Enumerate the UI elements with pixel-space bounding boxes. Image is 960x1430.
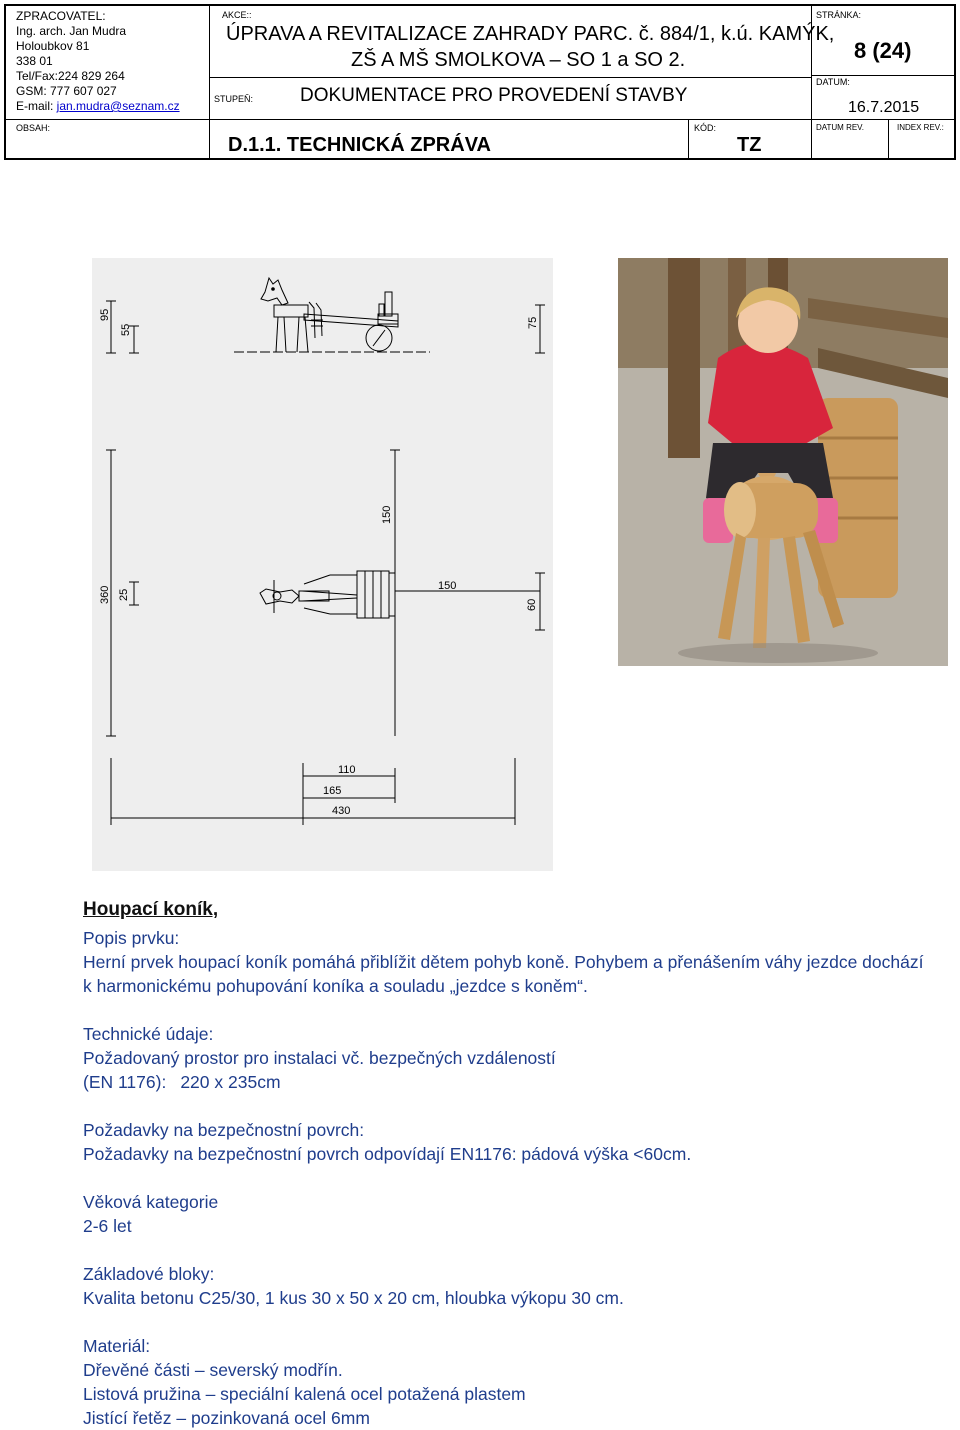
vek-line: 2-6 let (83, 1216, 132, 1236)
author-line: Holoubkov 81 (16, 39, 90, 53)
dim-label: 55 (120, 323, 132, 336)
akce-line-1: ÚPRAVA A REVITALIZACE ZAHRADY PARC. č. 884/1, k.ú. KAMÝK, (226, 23, 835, 45)
product-photo (618, 258, 948, 666)
email-row (16, 99, 180, 114)
dim-label: 60 (526, 598, 538, 611)
title-block (4, 4, 956, 160)
obsah-label: OBSAH: (16, 123, 51, 133)
stupen-value: DOKUMENTACE PRO PROVEDENÍ STAVBY (300, 85, 688, 106)
item-title: Houpací koník, (83, 899, 219, 920)
email-label: E-mail: (16, 99, 57, 113)
akce-line-2: ZŠ A MŠ SMOLKOVA – SO 1 a SO 2. (351, 49, 686, 71)
dim-label: 110 (338, 764, 356, 776)
datum-label: DATUM: (816, 77, 850, 87)
side-elevation (106, 278, 545, 353)
datum-value: 16.7.2015 (848, 99, 920, 116)
material-line: Dřevěné části – severský modřín. (83, 1360, 343, 1380)
bloky-label: Základové bloky: (83, 1264, 215, 1284)
dim-label: 75 (527, 316, 539, 329)
material-line: Jistící řetěz – pozinkovaná ocel 6mm (83, 1408, 370, 1428)
tech-norm: (EN 1176): (83, 1072, 167, 1092)
tech-size: 220 x 235cm (180, 1072, 281, 1092)
index-rev-label: INDEX REV.: (897, 123, 944, 132)
dim-label: 165 (323, 785, 342, 797)
povrch-line: Požadavky na bezpečnostní povrch odpovídají EN1176: pádová výška <60cm. (83, 1144, 692, 1164)
obsah-value: D.1.1. TECHNICKÁ ZPRÁVA (228, 134, 491, 156)
povrch-label: Požadavky na bezpečnostní povrch: (83, 1120, 365, 1140)
plan-view (106, 450, 545, 825)
material-line: Listová pružina – speciální kalená ocel potažená plastem (83, 1384, 526, 1404)
author-line: 338 01 (16, 54, 53, 68)
dim-label: 95 (99, 308, 111, 321)
dim-label: 430 (332, 805, 351, 817)
kod-value: TZ (737, 134, 762, 156)
stupen-label: STUPEŇ: (214, 94, 254, 104)
tech-label: Technické údaje: (83, 1024, 214, 1044)
stranka-label: STRÁNKA: (816, 10, 862, 20)
datum-rev-label: DATUM REV. (816, 123, 865, 132)
dim-label: 25 (118, 588, 130, 601)
popis-label: Popis prvku: (83, 928, 180, 948)
description (83, 898, 943, 1430)
dim-label: 150 (381, 505, 393, 524)
dim-label: 360 (99, 585, 111, 604)
author-line: Ing. arch. Jan Mudra (16, 24, 127, 38)
kod-label: KÓD: (694, 123, 717, 133)
author-line: GSM: 777 607 027 (16, 84, 117, 98)
technical-drawing (92, 258, 553, 871)
page-number: 8 (24) (854, 38, 912, 63)
tech-line-row (83, 1070, 943, 1094)
material-label: Materiál: (83, 1336, 151, 1356)
zpracovatel-label: ZPRACOVATEL: (16, 9, 106, 23)
akce-label: AKCE:: (222, 10, 252, 20)
dim-label: 150 (438, 580, 457, 592)
vek-label: Věková kategorie (83, 1192, 219, 1212)
bloky-line: Kvalita betonu C25/30, 1 kus 30 x 50 x 20 cm, hloubka výkopu 30 cm. (83, 1288, 624, 1308)
popis-line: Herní prvek houpací koník pomáhá přiblížit dětem pohyb koně. Pohybem a přenášením váhy jezdce dochází (83, 952, 924, 972)
tech-line: Požadovaný prostor pro instalaci vč. bezpečných vzdáleností (83, 1048, 556, 1068)
email-link[interactable]: jan.mudra@seznam.cz (56, 99, 180, 113)
popis-line: k harmonickému pohupování koníka a souladu „jezdce s koněm“. (83, 976, 588, 996)
author-line: Tel/Fax:224 829 264 (16, 69, 125, 83)
